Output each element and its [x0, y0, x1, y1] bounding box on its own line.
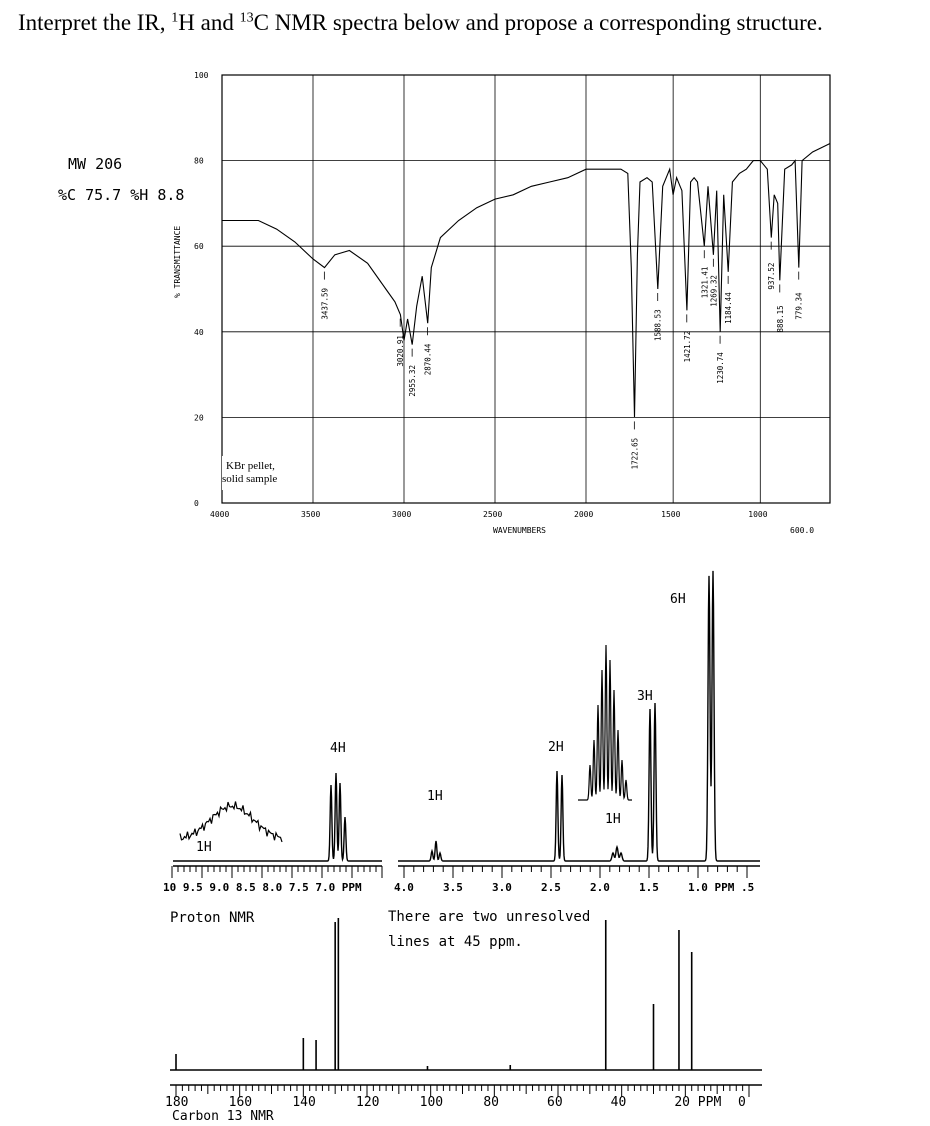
hnmr-axis-label: 3.0 — [492, 881, 512, 894]
hnmr-axis-label: 2.0 — [590, 881, 610, 894]
ir-ytick-label: 100 — [194, 71, 209, 80]
integration-cooh: 1H — [196, 840, 212, 855]
ir-peak-label: 3437.59 — [320, 287, 330, 320]
proton-nmr — [163, 571, 760, 950]
hnmr-left-axis-labels: 10 9.5 9.0 8.5 8.0 7.5 7.0 PPM — [163, 881, 362, 894]
cnmr-title: Carbon 13 NMR — [172, 1109, 274, 1124]
ir-xtick-label: 2000 — [574, 510, 594, 519]
cnmr-tick-label: 40 — [610, 1095, 627, 1110]
ir-peak-label: 2955.32 — [408, 365, 418, 397]
cnmr-tick-label: 140 — [292, 1095, 316, 1110]
cnmr-tick-label: 20 PPM — [674, 1095, 722, 1110]
ir-xtick-label: 1500 — [661, 510, 681, 519]
ir-peak-label: 1722.65 — [630, 437, 640, 470]
ir-ytick-label: 40 — [194, 327, 204, 337]
ir-xtick-label: 2500 — [483, 510, 503, 519]
ir-peak-label: 1588.53 — [653, 309, 663, 341]
cnmr-tick-label: 180 — [165, 1095, 189, 1110]
ir-xtick-label: 1000 — [748, 510, 768, 519]
ir-peak-label: 888.15 — [775, 305, 785, 333]
integration-ch-inset: 1H — [605, 812, 621, 827]
ir-peak-label: 3020.91 — [396, 335, 406, 367]
molecular-weight: MW 206 — [68, 155, 123, 173]
ir-ytick-label: 80 — [194, 156, 204, 166]
cnmr-tick-label: 0 — [738, 1095, 746, 1110]
ir-peak-label: 1269.32 — [709, 275, 719, 307]
integration-ch3: 3H — [637, 689, 653, 704]
ir-peak-label: 779.34 — [794, 292, 804, 320]
hnmr-note-line1: There are two unresolved — [388, 909, 591, 925]
sample-note-line2: solid sample — [222, 473, 278, 485]
ir-spectrum — [173, 71, 830, 535]
ir-xaxis-label: WAVENUMBERS — [493, 526, 546, 535]
question-text: Interpret the IR, $^1$H and $^{13}$C NMR spectra below and propose a corresponding structure. — [18, 10, 823, 35]
integration-ch3x2: 6H — [670, 592, 686, 607]
hnmr-aliphatic-trace — [398, 571, 760, 861]
ir-peak-label: 937.52 — [767, 262, 777, 290]
hnmr-inset-expansion — [578, 645, 632, 800]
ir-peak-label: 1421.72 — [682, 330, 692, 363]
ir-ytick-label: 60 — [194, 242, 204, 252]
cnmr-tick-label: 60 — [547, 1095, 563, 1110]
ir-ytick-label: 0 — [194, 499, 199, 508]
hnmr-axis-label: 3.5 — [443, 881, 463, 894]
ir-peak-label: 1184.44 — [724, 292, 734, 324]
ir-yaxis-label: % TRANSMITTANCE — [173, 225, 182, 298]
ir-xtick-label: 3000 — [392, 510, 412, 519]
ir-xaxis-end: 600.0 — [790, 526, 815, 535]
hnmr-axis-label: 2.5 — [541, 881, 561, 894]
ir-peak-label: 1321.41 — [700, 266, 710, 299]
integration-ch2: 2H — [548, 740, 564, 755]
ir-xtick-label: 4000 — [210, 510, 230, 519]
hnmr-note-line2: lines at 45 ppm. — [388, 934, 523, 950]
hnmr-axis-label: 1.0 PPM .5 — [688, 881, 755, 894]
hnmr-cooh-hump — [180, 802, 282, 843]
ir-peak-label: 2870.44 — [423, 343, 433, 376]
hnmr-axis-label: 4.0 — [394, 881, 414, 894]
hnmr-title: Proton NMR — [170, 910, 255, 926]
ir-xtick-label: 3500 — [301, 510, 321, 519]
integration-aromatic: 4H — [330, 741, 346, 756]
integration-ch: 1H — [427, 789, 443, 804]
cnmr-tick-label: 100 — [419, 1095, 444, 1110]
hnmr-axis-label: 1.5 — [639, 881, 659, 894]
ir-ytick-label: 20 — [194, 413, 204, 423]
cnmr-tick-label: 120 — [356, 1095, 380, 1110]
ir-peak-label: 1230.74 — [716, 352, 726, 384]
elemental-composition: %C 75.7 %H 8.8 — [58, 186, 185, 204]
cnmr-tick-label: 160 — [228, 1095, 253, 1110]
cnmr-tick-label: 80 — [483, 1095, 499, 1110]
sample-note-line1: KBr pellet, — [226, 460, 275, 472]
